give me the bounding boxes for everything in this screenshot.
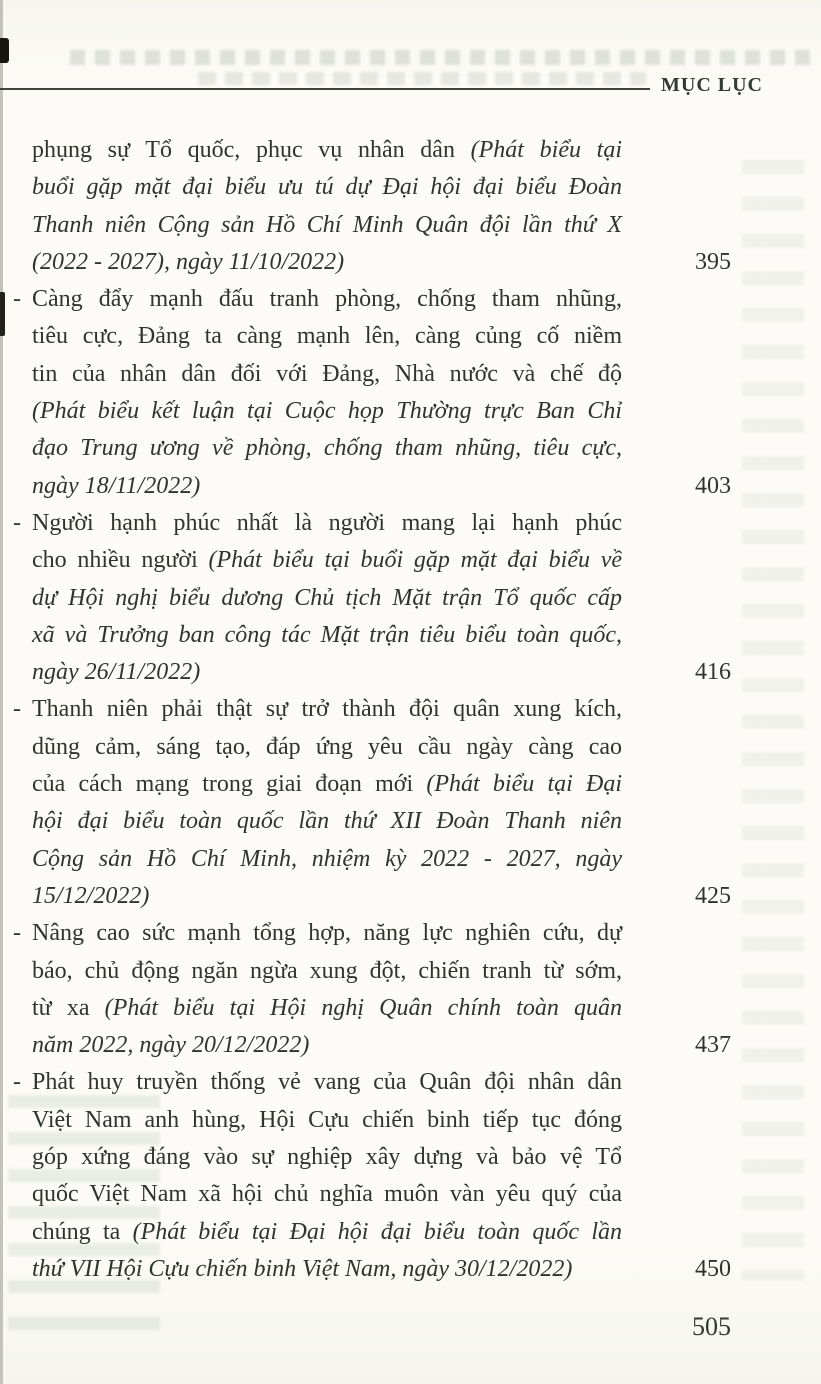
toc-line — [32, 1102, 622, 1139]
toc-text-italic-segment: (Phát biểu kết luận tại Cuộc họp Thường trực Ban Chỉ — [32, 398, 622, 425]
toc-line — [32, 617, 622, 654]
toc-text-italic-segment: Cộng sản Hồ Chí Minh, nhiệm kỳ 2022 - 2027, ngày — [32, 845, 622, 872]
toc-line — [32, 915, 622, 952]
page-folio-number: 505 — [692, 1312, 731, 1341]
entry-dash: - — [13, 509, 21, 536]
scan-edge-mark — [0, 292, 5, 336]
toc-text-segment: Càng đẩy mạnh đấu tranh phòng, chống tham nhũng, — [32, 286, 622, 313]
toc-line — [32, 542, 622, 579]
toc-page-number: 403 — [695, 472, 731, 499]
page-edge-shadow — [0, 0, 3, 1384]
entry-dash: - — [13, 1069, 21, 1096]
toc-entry — [13, 281, 731, 505]
toc-text-segment: chúng ta — [32, 1218, 133, 1245]
toc-line — [32, 803, 622, 840]
toc-text-segment: Nâng cao sức mạnh tổng hợp, năng lực nghiên cứu, dự — [32, 920, 622, 947]
toc-line — [32, 729, 622, 766]
toc-line — [32, 990, 622, 1027]
toc-line — [32, 132, 622, 169]
toc-text-italic-segment: dự Hội nghị biểu dương Chủ tịch Mặt trận Tổ quốc cấp — [32, 584, 622, 611]
toc-text-segment: báo, chủ động ngăn ngừa xung đột, chiến tranh từ sớm, — [32, 957, 622, 984]
toc-page-number: 395 — [695, 248, 731, 275]
toc-line — [32, 654, 622, 691]
toc-text-italic-segment: năm 2022, ngày 20/12/2022) — [32, 1032, 310, 1059]
toc-line — [32, 1139, 622, 1176]
toc-line — [32, 953, 622, 990]
toc-text-segment: cho nhiều người — [32, 547, 209, 574]
toc-line — [32, 393, 622, 430]
toc-line — [32, 1251, 622, 1288]
toc-line — [32, 1027, 622, 1064]
toc-text-italic-segment: (2022 - 2027), ngày 11/10/2022) — [32, 248, 345, 275]
toc-line — [32, 207, 622, 244]
toc-page-number: 437 — [695, 1032, 731, 1059]
toc-text-segment: Người hạnh phúc nhất là người mang lại hạnh phúc — [32, 509, 622, 536]
header-rule — [0, 88, 650, 90]
toc-line — [32, 281, 622, 318]
scan-bleed-artifact — [742, 160, 804, 1280]
scan-bleed-artifact — [70, 50, 818, 65]
toc-line — [32, 468, 622, 505]
toc-line — [32, 1064, 622, 1101]
toc-line — [32, 430, 622, 467]
toc-entry — [32, 132, 731, 281]
toc-line — [32, 505, 622, 542]
toc-text-italic-segment: hội đại biểu toàn quốc lần thứ XII Đoàn Thanh niên — [32, 808, 622, 835]
toc-text-italic-segment: đạo Trung ương về phòng, chống tham nhũng, tiêu cực, — [32, 435, 622, 462]
entry-dash: - — [13, 696, 21, 723]
scan-edge-mark — [0, 38, 9, 63]
toc-entry — [13, 915, 731, 1064]
toc-text-italic-segment: ngày 26/11/2022) — [32, 659, 201, 686]
toc-text-italic-segment: buổi gặp mặt đại biểu ưu tú dự Đại hội đại biểu Đoàn — [32, 174, 622, 201]
toc-text-segment: tiêu cực, Đảng ta càng mạnh lên, càng củng cố niềm — [32, 323, 622, 350]
entry-dash: - — [13, 286, 21, 313]
toc-text-segment: Phát huy truyền thống vẻ vang của Quân đội nhân dân — [32, 1069, 622, 1096]
toc-text-italic-segment: (Phát biểu tại — [470, 137, 622, 163]
toc-text-segment: phụng sự Tổ quốc, phục vụ nhân dân — [32, 137, 471, 163]
toc-line — [32, 169, 622, 206]
scan-bleed-artifact — [198, 72, 646, 85]
toc-line — [32, 766, 622, 803]
toc-text-italic-segment: 15/12/2022) — [32, 882, 150, 909]
toc-text-italic-segment: (Phát biểu tại Hội nghị Quân chính toàn quân — [104, 994, 622, 1021]
toc-line — [32, 356, 622, 393]
entry-dash: - — [13, 920, 21, 947]
toc-text-italic-segment: xã và Trưởng ban công tác Mặt trận tiêu biểu toàn quốc, — [32, 621, 622, 648]
toc-entry — [13, 1064, 731, 1288]
toc-text-segment: của cách mạng trong giai đoạn mới — [32, 771, 427, 798]
toc-line — [32, 244, 622, 281]
toc-text-italic-segment: thứ VII Hội Cựu chiến binh Việt Nam, ngày 30/12/2022) — [32, 1255, 573, 1282]
toc-text-italic-segment: Thanh niên Cộng sản Hồ Chí Minh Quân đội lần thứ X — [32, 211, 622, 238]
toc-page-number: 450 — [695, 1255, 731, 1282]
toc-text-segment: góp xứng đáng vào sự nghiệp xây dựng và bảo vệ Tổ — [32, 1144, 622, 1171]
toc-entry — [13, 505, 731, 691]
toc-page-number: 416 — [695, 659, 731, 686]
toc-list — [13, 132, 731, 1288]
toc-line — [32, 691, 622, 728]
toc-text-italic-segment: (Phát biểu tại Đại hội đại biểu toàn quốc lần — [132, 1218, 622, 1245]
toc-text-segment: từ xa — [32, 994, 105, 1021]
toc-text-italic-segment: ngày 18/11/2022) — [32, 472, 201, 499]
toc-line — [32, 318, 622, 355]
toc-entry — [13, 691, 731, 915]
toc-text-segment: Việt Nam anh hùng, Hội Cựu chiến binh tiếp tục đóng — [32, 1106, 622, 1133]
toc-line — [32, 1176, 622, 1213]
toc-text-italic-segment: (Phát biểu tại buổi gặp mặt đại biểu về — [208, 547, 623, 574]
page-header-title: MỤC LỤC — [661, 74, 763, 96]
toc-line — [32, 878, 622, 915]
toc-text-segment: quốc Việt Nam xã hội chủ nghĩa muôn vàn yêu quý của — [32, 1181, 622, 1208]
toc-text-segment: tin của nhân dân đối với Đảng, Nhà nước và chế độ — [32, 360, 622, 387]
toc-line — [32, 841, 622, 878]
toc-text-segment: dũng cảm, sáng tạo, đáp ứng yêu cầu ngày càng cao — [32, 733, 622, 760]
toc-line — [32, 580, 622, 617]
toc-text-italic-segment: (Phát biểu tại Đại — [426, 771, 622, 798]
toc-page-number: 425 — [695, 882, 731, 909]
toc-line — [32, 1214, 622, 1251]
toc-text-segment: Thanh niên phải thật sự trở thành đội quân xung kích, — [32, 696, 622, 723]
